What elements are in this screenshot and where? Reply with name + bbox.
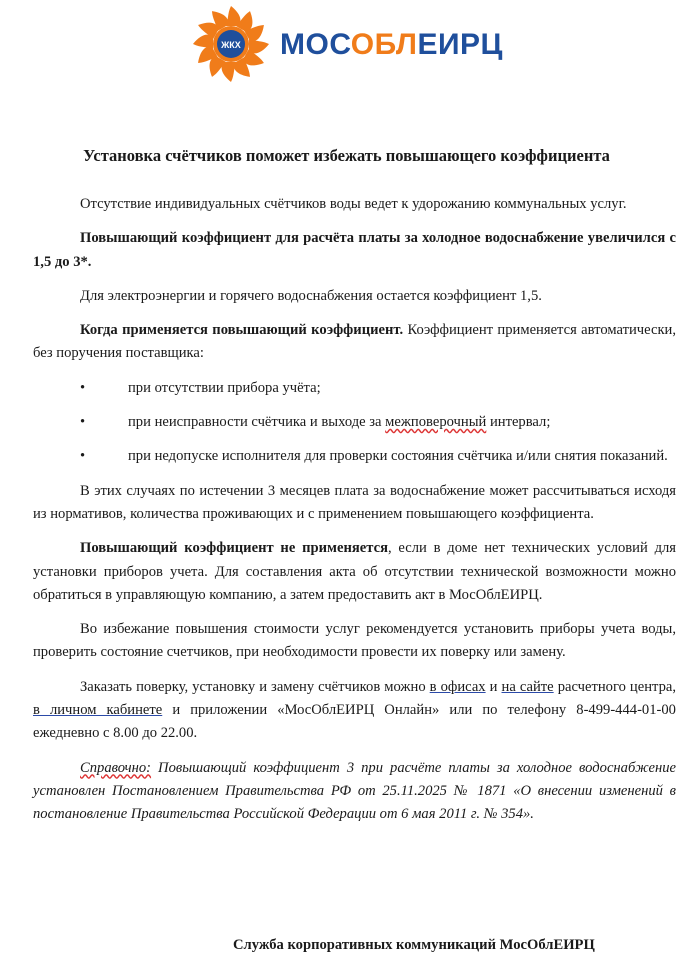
list-item: • при неисправности счётчика и выходе за межповерочный интервал; xyxy=(33,411,676,434)
paragraph-coefficient-increase: Повышающий коэффициент для расчёта платы за холодное водоснабжение увеличился с 1,5 до 3*. xyxy=(33,230,676,270)
bullet-icon: • xyxy=(80,379,86,396)
offices-link[interactable]: в офисах xyxy=(429,678,486,695)
document-body xyxy=(33,193,676,838)
sun-logo-icon xyxy=(188,4,274,84)
bullet-icon: • xyxy=(80,414,86,431)
paragraph-not-applied: Повышающий коэффициент не применяется, если в доме нет технических условий для установки приборов учета. Для составления акта об отсутствии технической возможности можно обратиться в управляющую компанию, а затем предоставить акт в МосОблЕИРЦ. xyxy=(33,540,676,603)
paragraph-recommendation: Во избежание повышения стоимости услуг рекомендуется установить приборы учета воды, проверить состояние счетчиков, при необходимости провести их поверку или замену. xyxy=(33,621,676,661)
paragraph-reference-note: Справочно: Повышающий коэффициент 3 при расчёте платы за холодное водоснабжение установлен Постановлением Правительства РФ от 25.11.2025 № 1871 «О внесении изменений в постановление Правительства Российской Федерации от 6 мая 2011 г. № 354». xyxy=(33,759,676,823)
signature: Служба корпоративных коммуникаций МосОблЕИРЦ xyxy=(233,937,595,953)
paragraph-intro: Отсутствие индивидуальных счётчиков воды ведет к удорожанию коммунальных услуг. xyxy=(80,196,627,212)
logo-wordmark: МОСОБЛЕИРЦ xyxy=(280,28,503,61)
list-item: • при отсутствии прибора учёта; xyxy=(33,377,676,400)
personal-account-link[interactable]: в личном кабинете xyxy=(33,702,163,719)
paragraph-consequences: В этих случаях по истечении 3 месяцев плата за водоснабжение может рассчитываться исходя из нормативов, количества проживающих и с применением повышающего коэффициента. xyxy=(33,482,676,522)
list-item: • при недопуске исполнителя для проверки состояния счётчика и/или снятия показаний. xyxy=(33,445,676,468)
logo-badge-text: ЖКХ xyxy=(221,40,241,50)
paragraph-contacts: Заказать поверку, установку и замену счётчиков можно в офисах и на сайте расчетного центра, в личном кабинете и приложении «МосОблЕИРЦ Онлайн» или по телефону 8-499-444-01-00 ежедневно с 8.00 до 22.00. xyxy=(33,678,676,742)
website-link[interactable]: на сайте xyxy=(501,678,554,695)
document-title: Установка счётчиков поможет избежать повышающего коэффициента xyxy=(83,146,610,165)
paragraph-electricity: Для электроэнергии и горячего водоснабжения остается коэффициент 1,5. xyxy=(80,287,542,304)
paragraph-when-applied: Когда применяется повышающий коэффициент. Коэффициент применяется автоматически, без поручения поставщика: xyxy=(33,322,676,362)
bullet-icon: • xyxy=(80,448,86,465)
note-label: Справочно: xyxy=(80,759,152,776)
logo xyxy=(188,4,523,84)
spellcheck-word: межповерочный xyxy=(385,414,487,431)
